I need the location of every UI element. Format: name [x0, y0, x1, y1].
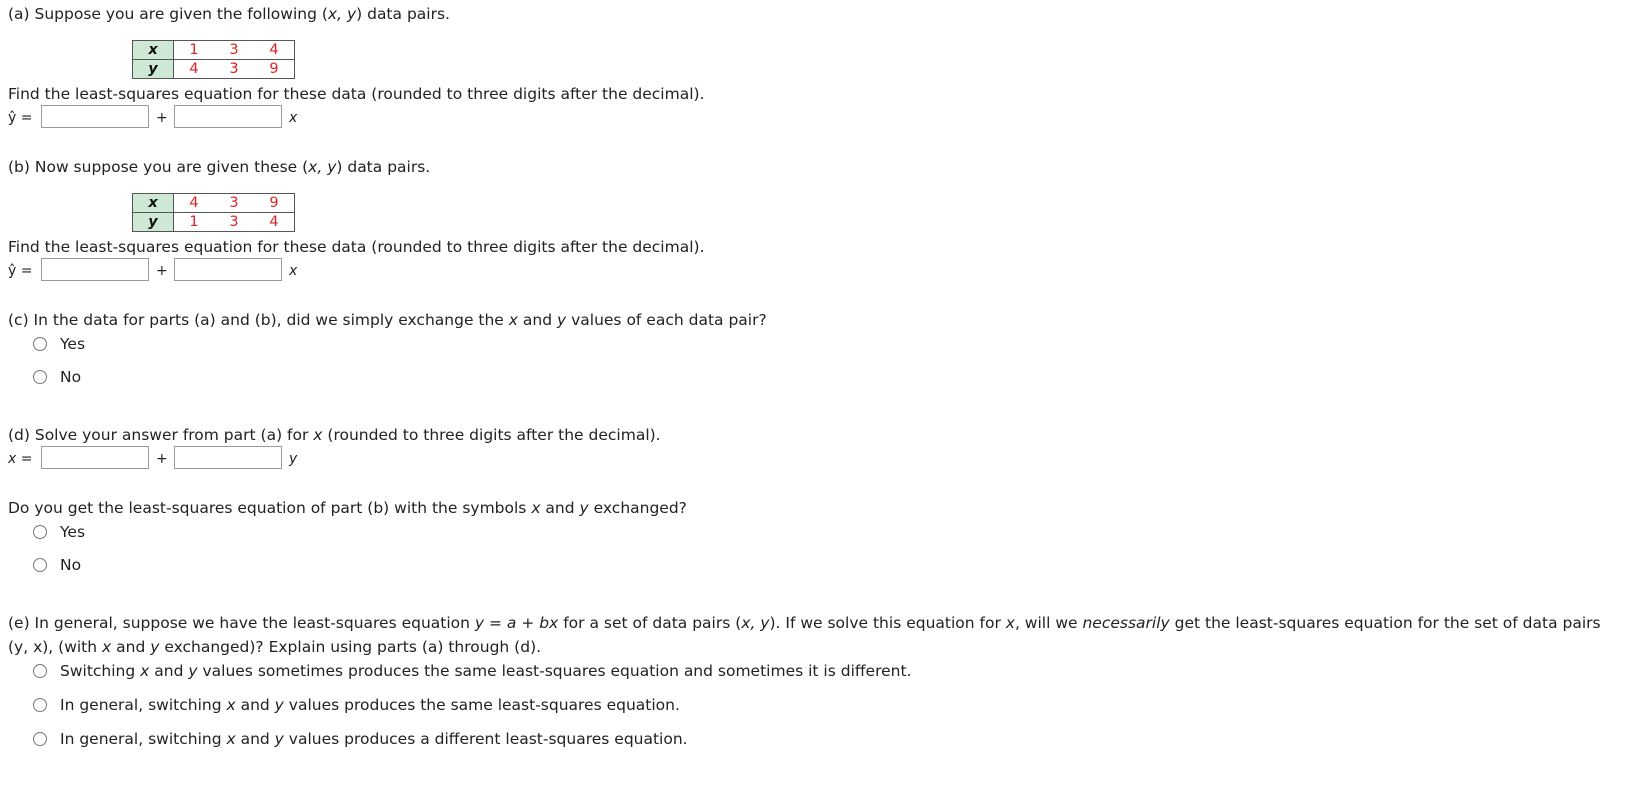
part-c-question: (c) In the data for parts (a) and (b), did we simply exchange the x and y values of each data pair? [8, 311, 767, 329]
part-a-intercept-input[interactable] [41, 105, 149, 128]
part-b-data-table [132, 193, 295, 232]
table-cell: 1 [174, 213, 215, 232]
part-a-data-table [132, 40, 295, 79]
part-c-no-radio[interactable] [33, 370, 47, 384]
part-a-variable: x [289, 110, 298, 126]
part-d-question: (d) Solve your answer from part (a) for x (rounded to three digits after the decimal). [8, 426, 661, 444]
part-e-option1-radio[interactable] [33, 664, 47, 678]
table-cell: 4 [254, 213, 295, 232]
part-e-question-line1: (e) In general, suppose we have the least-squares equation y = a + bx for a set of data pairs (x, y). If we solve this equation for x, will we necessarily get the least-squares equation for the set of data pairs [8, 614, 1601, 632]
part-b-variable: x [289, 263, 298, 279]
table-cell: 4 [174, 194, 215, 213]
table-cell: 1 [174, 41, 215, 60]
part-a-slope-input[interactable] [174, 105, 282, 128]
part-c-yes-radio[interactable] [33, 337, 47, 351]
part-a-lhs: ŷ = [8, 110, 33, 126]
table-cell: 4 [174, 60, 215, 79]
part-e-option3-radio[interactable] [33, 732, 47, 746]
table-cell: 3 [214, 213, 254, 232]
y-header: y [133, 213, 174, 232]
table-cell: 9 [254, 194, 295, 213]
table-cell: 9 [254, 60, 295, 79]
table-cell: 4 [254, 41, 295, 60]
part-d-lhs: x = [8, 451, 33, 467]
part-c-yes-label[interactable]: Yes [60, 335, 86, 353]
part-d-intercept-input[interactable] [41, 446, 149, 469]
part-e-question-line2: (y, x), (with x and y exchanged)? Explain using parts (a) through (d). [8, 638, 542, 656]
part-e-option3-label[interactable]: In general, switching x and y values produces a different least-squares equation. [60, 730, 688, 748]
part-d-no-radio[interactable] [33, 558, 47, 572]
plus-sign: + [156, 263, 168, 279]
y-header: y [133, 60, 174, 79]
part-b-lhs: ŷ = [8, 263, 33, 279]
x-header: x [133, 41, 174, 60]
part-b-find-text: Find the least-squares equation for these data (rounded to three digits after the decimal). [8, 238, 705, 256]
part-e-option2-radio[interactable] [33, 698, 47, 712]
table-cell: 3 [214, 41, 254, 60]
part-d-yes-label[interactable]: Yes [60, 523, 86, 541]
table-cell: 3 [214, 60, 254, 79]
part-b-prompt: (b) Now suppose you are given these (x, y) data pairs. [8, 158, 431, 176]
part-e-option2-label[interactable]: In general, switching x and y values produces the same least-squares equation. [60, 696, 680, 714]
x-header: x [133, 194, 174, 213]
part-a-prompt: (a) Suppose you are given the following (x, y) data pairs. [8, 5, 450, 23]
part-d-slope-input[interactable] [174, 446, 282, 469]
part-d-yes-radio[interactable] [33, 525, 47, 539]
part-c-no-label[interactable]: No [60, 368, 82, 386]
part-b-slope-input[interactable] [174, 258, 282, 281]
part-d-no-label[interactable]: No [60, 556, 82, 574]
table-cell: 3 [214, 194, 254, 213]
part-b-intercept-input[interactable] [41, 258, 149, 281]
part-d-variable: y [289, 451, 298, 467]
part-d-followup-question: Do you get the least-squares equation of part (b) with the symbols x and y exchanged? [8, 499, 687, 517]
part-a-find-text: Find the least-squares equation for these data (rounded to three digits after the decimal). [8, 85, 705, 103]
part-e-option1-label[interactable]: Switching x and y values sometimes produces the same least-squares equation and sometimes it is different. [60, 662, 912, 680]
plus-sign: + [156, 110, 168, 126]
plus-sign: + [156, 451, 168, 467]
